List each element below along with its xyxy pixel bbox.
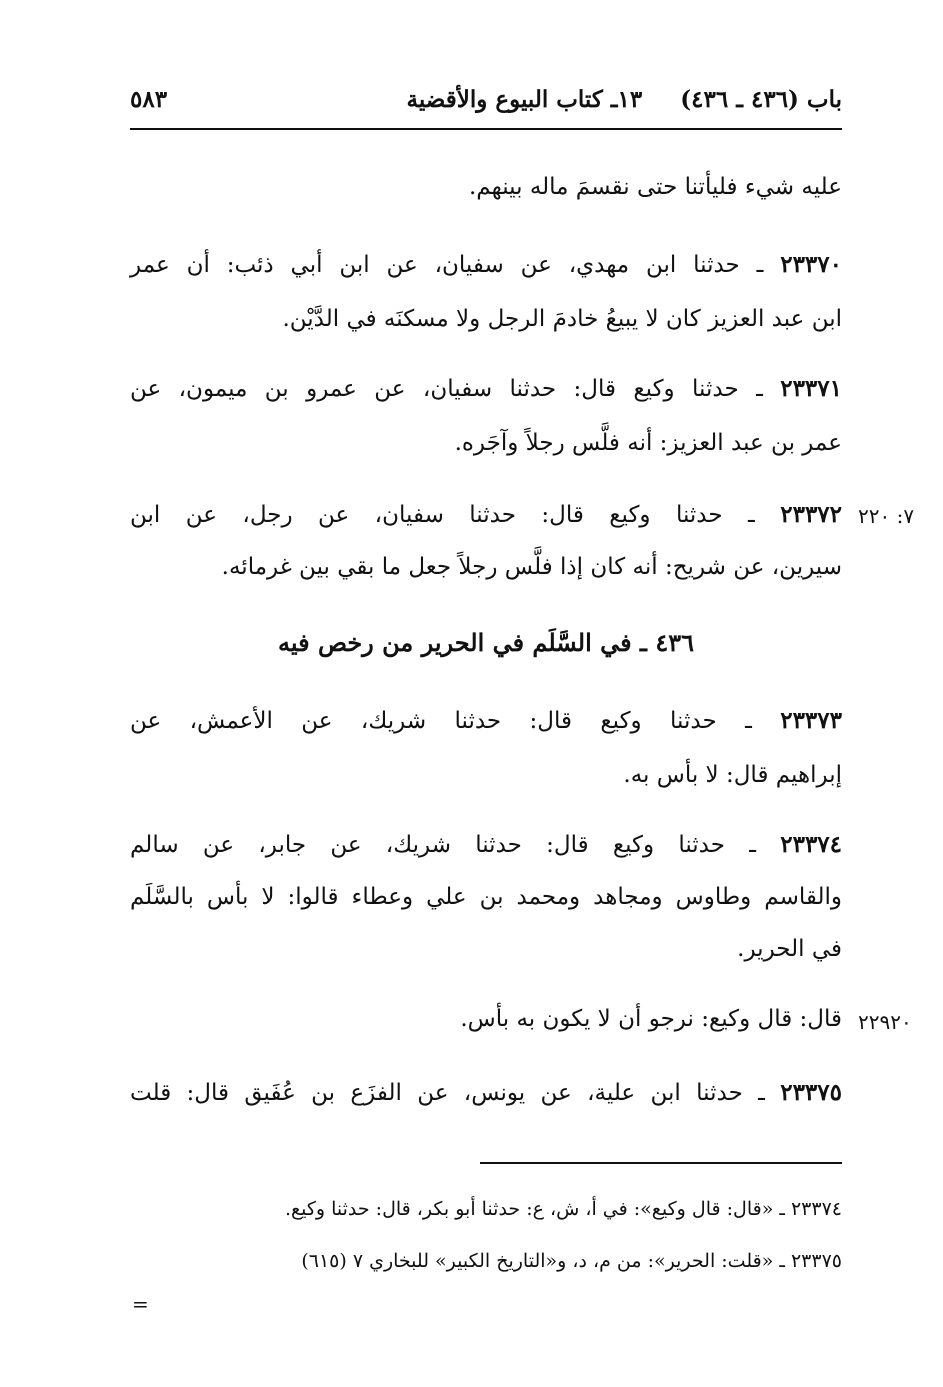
page-number: ٥٨٣ <box>130 86 168 113</box>
hadith-number: ٢٣٣٧١ <box>780 375 842 402</box>
hadith-number: ٢٣٣٧٣ <box>780 707 842 734</box>
hadith-number: ٢٣٣٧٢ <box>780 501 843 528</box>
section-heading: ٤٣٦ ـ في السَّلَم في الحرير من رخص فيه <box>278 628 694 657</box>
hadith-number: ٢٣٣٧٥ <box>780 1079 842 1106</box>
hadith-23373-line-2: إبراهيم قال: لا بأس به. <box>623 762 842 788</box>
running-title <box>407 86 842 113</box>
continuation-mark: = <box>132 1292 149 1316</box>
chapter-label: باب (٤٣٦ ـ ٤٣٦) <box>680 86 842 113</box>
hadith-23374-line-3: في الحرير. <box>737 936 842 962</box>
paragraph-continuation: عليه شيء فليأتنا حتى نقسمَ ماله بينهم. <box>469 174 842 200</box>
waki-statement: قال: قال وكيع: نرجو أن لا يكون به بأس. <box>460 1006 842 1032</box>
hadith-23372-line-1 <box>130 500 842 530</box>
hadith-text: ـ حدثنا ابن مهدي، عن سفيان، عن ابن أبي ذئب: أن عمر <box>130 252 764 278</box>
hadith-23374-line-2: والقاسم وطاوس ومجاهد ومحمد بن علي وعطاء قالوا: لا بأس بالسَّلَم <box>130 884 842 910</box>
footnote-2: ٢٣٣٧٥ ـ «قلت: الحرير»: من م، د، و«التاريخ الكبير» للبخاري ٧ (٦١٥) <box>301 1250 842 1272</box>
hadith-23370-line-2: ابن عبد العزيز كان لا يبيعُ خادمَ الرجل ولا مسكنَه في الدَّيْن. <box>282 306 842 332</box>
hadith-text: ـ حدثنا وكيع قال: حدثنا شريك، عن جابر، عن سالم <box>130 832 756 858</box>
book-title: ١٣ـ كتاب البيوع والأقضية <box>406 86 643 113</box>
hadith-23375-line-1 <box>130 1078 842 1108</box>
footnote-1: ٢٣٣٧٤ ـ «قال: قال وكيع»: في أ، ش، ع: حدثنا أبو بكر، قال: حدثنا وكيع. <box>284 1198 842 1220</box>
hadith-23372-line-2: سيرين، عن شريح: أنه كان إذا فلَّس رجلاً جعل ما بقي بين غرمائه. <box>221 554 842 580</box>
hadith-23371-line-2: عمر بن عبد العزيز: أنه فلَّس رجلاً وآجَره. <box>454 430 842 456</box>
margin-reference: ٢٢٩٢٠ <box>858 1010 912 1034</box>
hadith-23373-line-1 <box>130 706 842 736</box>
hadith-text: ـ حدثنا وكيع قال: حدثنا سفيان، عن عمرو بن ميمون، عن <box>130 376 763 402</box>
hadith-text: ـ حدثنا وكيع قال: حدثنا سفيان، عن رجل، عن ابن <box>130 502 755 528</box>
hadith-23371-line-1 <box>130 374 842 404</box>
hadith-text: ـ حدثنا وكيع قال: حدثنا شريك، عن الأعمش، عن <box>130 708 752 734</box>
page-header <box>130 78 842 130</box>
hadith-23370-line-1 <box>130 250 842 280</box>
hadith-text: ـ حدثنا ابن علية، عن يونس، عن الفزَع بن عُفَيق قال: قلت <box>130 1080 765 1106</box>
hadith-number: ٢٣٣٧٤ <box>780 831 843 858</box>
hadith-23374-line-1 <box>130 830 842 860</box>
footnote-divider <box>480 1162 842 1164</box>
hadith-number: ٢٣٣٧٠ <box>780 251 842 278</box>
margin-reference: ٧: ٢٢٠ <box>858 504 915 528</box>
